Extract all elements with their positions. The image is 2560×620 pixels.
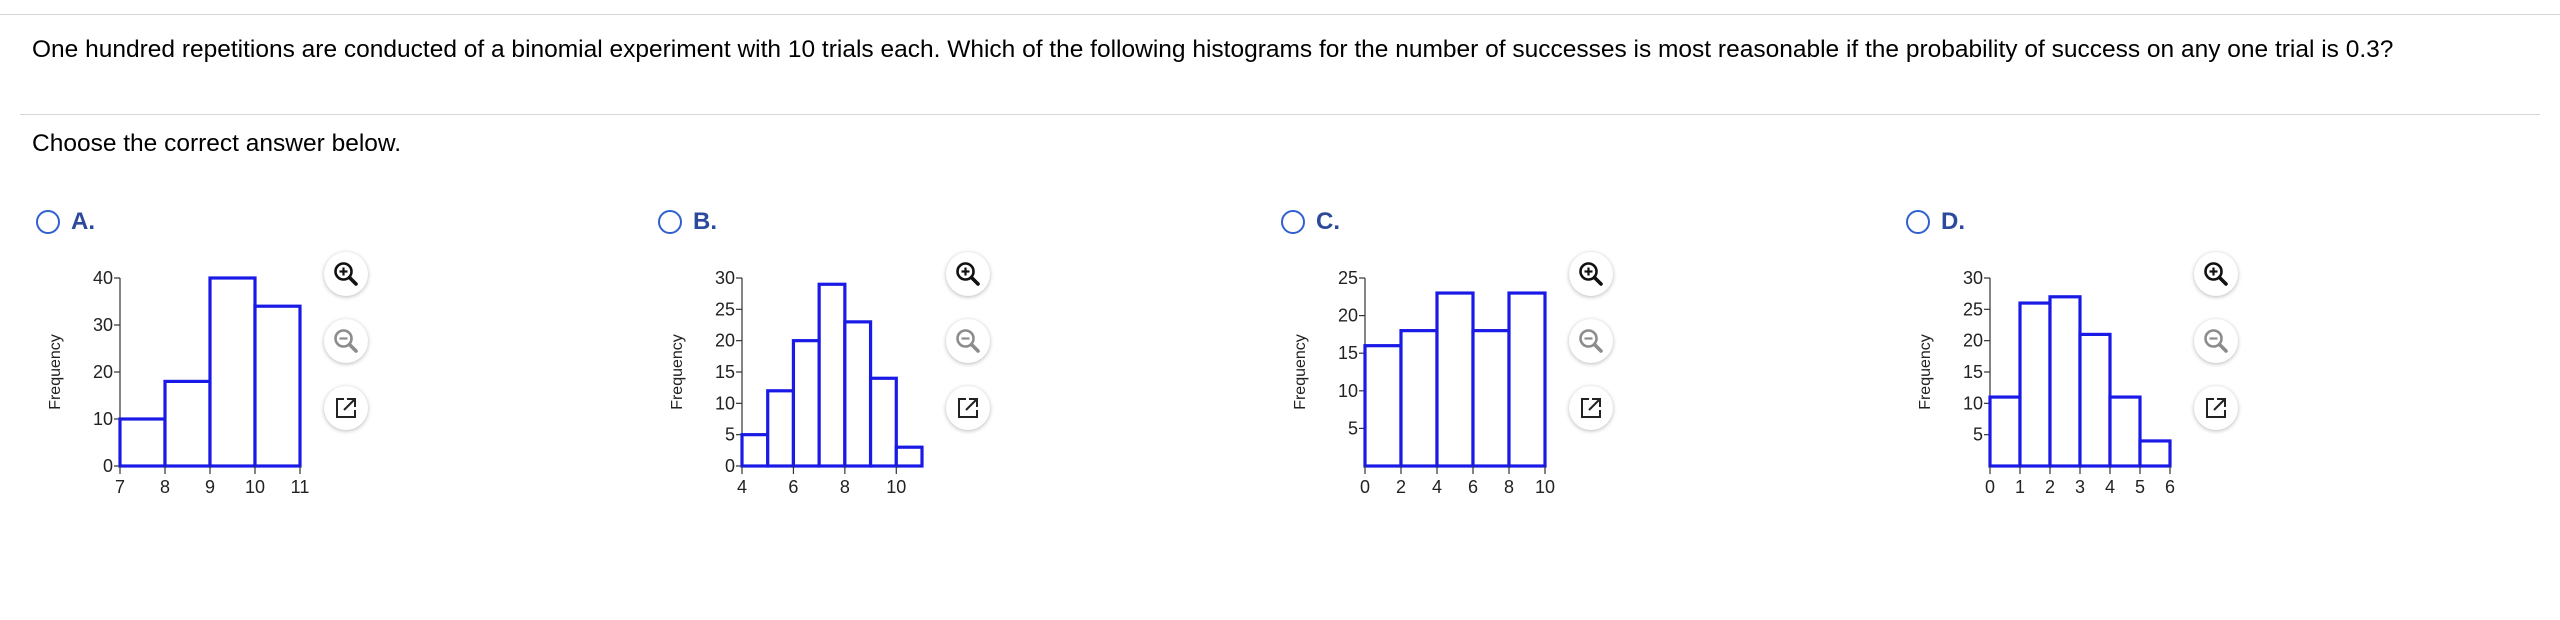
- zoom-out-button[interactable]: [324, 319, 368, 363]
- question-divider: [20, 114, 2540, 115]
- y-axis-title: Frequency: [669, 334, 686, 410]
- histogram-bar: [2140, 441, 2170, 466]
- y-tick-label: 0: [102, 456, 113, 476]
- y-tick-label: 20: [1962, 330, 1983, 351]
- y-tick-label: 20: [714, 330, 735, 351]
- x-tick-label: 8: [839, 477, 850, 497]
- histogram-bar: [742, 435, 768, 466]
- y-tick-label: 30: [1962, 268, 1983, 288]
- radio-button[interactable]: [1906, 210, 1930, 234]
- histogram-bar: [2110, 397, 2140, 466]
- zoom-in-icon: [953, 259, 983, 289]
- y-tick-label: 10: [1337, 380, 1358, 401]
- option-select-control[interactable]: [658, 206, 717, 238]
- histogram-bar: [210, 278, 255, 466]
- option-select-control[interactable]: [36, 206, 95, 238]
- zoom-out-icon: [1576, 326, 1606, 356]
- option-select-control[interactable]: [1281, 206, 1340, 238]
- radio-button[interactable]: [658, 210, 682, 234]
- histogram-bar: [1473, 331, 1509, 466]
- zoom-out-button[interactable]: [2194, 319, 2238, 363]
- histogram-bar: [1990, 397, 2020, 466]
- x-tick-label: 6: [2164, 477, 2176, 497]
- answer-option[interactable]: [36, 196, 661, 526]
- x-tick-label: 4: [2104, 477, 2116, 497]
- zoom-out-button[interactable]: [1569, 319, 1613, 363]
- external-link-icon: [2201, 393, 2231, 423]
- zoom-out-button[interactable]: [946, 319, 990, 363]
- x-tick-label: 11: [290, 477, 310, 497]
- x-tick-label: 10: [1534, 477, 1556, 497]
- histogram: [1281, 252, 1571, 497]
- histogram-svg: [36, 252, 326, 497]
- histogram-bar: [1437, 293, 1473, 466]
- zoom-in-button[interactable]: [324, 252, 368, 296]
- zoom-in-button[interactable]: [1569, 252, 1613, 296]
- x-tick-label: 5: [2134, 477, 2146, 497]
- x-tick-label: 3: [2074, 477, 2086, 497]
- x-tick-label: 0: [1984, 477, 1996, 497]
- histogram-bar: [793, 341, 819, 466]
- histogram-bar: [2020, 303, 2050, 466]
- y-tick-label: 15: [714, 362, 735, 382]
- popout-button[interactable]: [2194, 386, 2238, 430]
- zoom-in-icon: [331, 259, 361, 289]
- histogram-bar: [845, 322, 871, 466]
- instruction-text: Choose the correct answer below.: [32, 130, 402, 157]
- question-text: One hundred repetitions are conducted of a binomial experiment with 10 trials each. Which of the following histograms for the number of successes is most reasonable if the probability of success on any one trial is 0.3?: [32, 36, 2394, 63]
- histogram: [36, 252, 326, 497]
- y-tick-label: 10: [92, 409, 113, 429]
- y-tick-label: 30: [92, 315, 113, 335]
- y-axis-title: Frequency: [1292, 334, 1309, 410]
- histogram-bar: [896, 447, 922, 466]
- x-tick-label: 9: [204, 477, 216, 497]
- radio-button[interactable]: [1281, 210, 1305, 234]
- y-tick-label: 25: [714, 299, 735, 320]
- radio-button[interactable]: [36, 210, 60, 234]
- y-tick-label: 20: [92, 362, 113, 382]
- x-tick-label: 10: [886, 477, 907, 497]
- external-link-icon: [953, 393, 983, 423]
- x-tick-label: 7: [114, 477, 126, 497]
- zoom-in-button[interactable]: [2194, 252, 2238, 296]
- histogram-bar: [819, 284, 845, 466]
- option-letter: B.: [693, 208, 717, 235]
- x-tick-label: 8: [159, 477, 171, 497]
- histogram-bar: [1365, 346, 1401, 466]
- answer-option[interactable]: [658, 196, 1283, 526]
- option-letter: C.: [1316, 208, 1340, 235]
- histogram-bar: [120, 419, 165, 466]
- y-tick-label: 25: [1962, 299, 1983, 320]
- popout-button[interactable]: [946, 386, 990, 430]
- histogram-svg: [658, 252, 948, 497]
- answer-option[interactable]: [1281, 196, 1906, 526]
- popout-button[interactable]: [324, 386, 368, 430]
- y-tick-label: 5: [1347, 418, 1358, 439]
- y-tick-label: 25: [1337, 268, 1358, 288]
- histogram: [658, 252, 948, 497]
- popout-button[interactable]: [1569, 386, 1613, 430]
- x-tick-label: 6: [1467, 477, 1479, 497]
- y-tick-label: 10: [714, 393, 735, 414]
- external-link-icon: [331, 393, 361, 423]
- zoom-in-icon: [1576, 259, 1606, 289]
- histogram-bar: [165, 381, 210, 466]
- histogram-bar: [255, 306, 300, 466]
- histogram-bar: [871, 378, 897, 466]
- y-tick-label: 5: [1972, 424, 1983, 445]
- zoom-out-icon: [953, 326, 983, 356]
- top-divider: [0, 14, 2560, 15]
- histogram-bar: [1401, 331, 1437, 466]
- x-tick-label: 2: [2044, 477, 2056, 497]
- option-select-control[interactable]: [1906, 206, 1965, 238]
- y-tick-label: 15: [1962, 362, 1983, 382]
- y-tick-label: 0: [724, 456, 735, 476]
- answer-option[interactable]: [1906, 196, 2531, 526]
- x-tick-label: 0: [1359, 477, 1371, 497]
- histogram-svg: [1906, 252, 2196, 497]
- zoom-out-icon: [2201, 326, 2231, 356]
- zoom-in-button[interactable]: [946, 252, 990, 296]
- histogram-bar: [2050, 297, 2080, 466]
- histogram-bar: [1509, 293, 1545, 466]
- y-axis-title: Frequency: [47, 334, 64, 410]
- y-tick-label: 20: [1337, 305, 1358, 326]
- x-tick-label: 10: [244, 477, 266, 497]
- histogram-bar: [768, 391, 794, 466]
- x-tick-label: 4: [736, 477, 748, 497]
- y-tick-label: 10: [1962, 393, 1983, 414]
- external-link-icon: [1576, 393, 1606, 423]
- histogram: [1906, 252, 2196, 497]
- x-tick-label: 2: [1395, 477, 1407, 497]
- option-letter: A.: [71, 208, 95, 235]
- zoom-in-icon: [2201, 259, 2231, 289]
- y-tick-label: 15: [1337, 343, 1358, 364]
- histogram-svg: [1281, 252, 1571, 497]
- y-tick-label: 40: [92, 268, 113, 288]
- zoom-out-icon: [331, 326, 361, 356]
- option-letter: D.: [1941, 208, 1965, 235]
- x-tick-label: 1: [2014, 477, 2026, 497]
- y-tick-label: 5: [724, 424, 735, 445]
- y-axis-title: Frequency: [1917, 334, 1934, 410]
- x-tick-label: 6: [788, 477, 799, 497]
- x-tick-label: 8: [1503, 477, 1515, 497]
- y-tick-label: 30: [714, 268, 735, 288]
- histogram-bar: [2080, 334, 2110, 466]
- x-tick-label: 4: [1431, 477, 1443, 497]
